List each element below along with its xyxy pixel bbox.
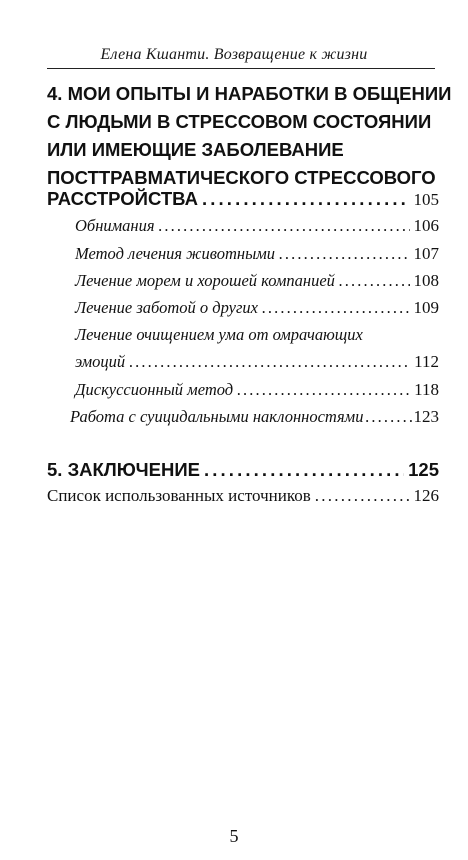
section-4-heading-line: С ЛЮДЬМИ В СТРЕССОВОМ СОСТОЯНИИ bbox=[47, 111, 432, 132]
dot-leader bbox=[237, 380, 410, 400]
dot-leader bbox=[339, 271, 410, 291]
toc-entry-title: Дискуссионный метод bbox=[75, 380, 234, 399]
toc-entry-page: 109 bbox=[413, 298, 439, 317]
dot-leader bbox=[365, 407, 411, 427]
toc-entry-animal-therapy[interactable] bbox=[75, 244, 439, 264]
dot-leader bbox=[204, 459, 404, 481]
toc-entry-page: 107 bbox=[413, 244, 439, 263]
dot-leader bbox=[159, 216, 410, 236]
toc-entry-caring-therapy[interactable] bbox=[75, 298, 439, 318]
toc-entry-mind-cleansing[interactable] bbox=[75, 352, 439, 372]
toc-entry-title: Работа с суицидальными наклонностями bbox=[70, 407, 364, 426]
toc-entry-discussion-method[interactable] bbox=[75, 380, 439, 400]
toc-entry-section-4[interactable] bbox=[47, 188, 439, 210]
toc-entry-page: 106 bbox=[413, 216, 439, 235]
dot-leader bbox=[262, 298, 409, 318]
toc-entry-suicidal-tendencies[interactable] bbox=[70, 407, 439, 427]
toc-entry-sea-therapy[interactable] bbox=[75, 271, 439, 291]
dot-leader bbox=[315, 486, 410, 506]
toc-entry-title: Список использованных источников bbox=[47, 486, 311, 505]
dot-leader bbox=[202, 188, 410, 210]
toc-entry-page: 105 bbox=[413, 190, 439, 209]
toc-entry-title-line: Лечение очищением ума от омрачающих bbox=[75, 325, 363, 344]
toc-entry-title: Лечение заботой о других bbox=[75, 298, 259, 317]
running-header: Елена Кшанти. Возвращение к жизни bbox=[100, 46, 368, 63]
toc-entry-page: 126 bbox=[413, 486, 439, 505]
dot-leader bbox=[279, 244, 409, 264]
toc-entry-sources[interactable] bbox=[47, 486, 439, 506]
toc-entry-page: 112 bbox=[414, 352, 439, 371]
toc-entry-page: 125 bbox=[408, 459, 439, 480]
toc-entry-section-5[interactable] bbox=[47, 459, 439, 481]
toc-entry-title-continuation: эмоций bbox=[75, 352, 126, 371]
header-rule bbox=[47, 68, 435, 69]
toc-entry-title: 5. ЗАКЛЮЧЕНИЕ bbox=[47, 459, 200, 480]
toc-entry-title: Лечение морем и хорошей компанией bbox=[75, 271, 335, 290]
toc-entry-title: РАССТРОЙСТВА bbox=[47, 188, 198, 209]
toc-entry-hugs[interactable] bbox=[75, 216, 439, 236]
section-4-heading bbox=[47, 80, 452, 192]
section-4-heading-line: 4. МОИ ОПЫТЫ И НАРАБОТКИ В ОБЩЕНИИ bbox=[47, 83, 452, 104]
section-4-heading-line: ПОСТТРАВМАТИЧЕСКОГО СТРЕССОВОГО bbox=[47, 167, 436, 188]
toc-entry-page: 123 bbox=[413, 407, 439, 426]
toc-entry-title: Метод лечения животными bbox=[75, 244, 276, 263]
dot-leader bbox=[129, 352, 410, 372]
page-number: 5 bbox=[229, 826, 239, 846]
toc-entry-page: 118 bbox=[414, 380, 439, 399]
toc-entry-title: Обнимания bbox=[75, 216, 155, 235]
section-4-heading-line: ИЛИ ИМЕЮЩИЕ ЗАБОЛЕВАНИЕ bbox=[47, 139, 344, 160]
toc-entry-page: 108 bbox=[413, 271, 439, 290]
